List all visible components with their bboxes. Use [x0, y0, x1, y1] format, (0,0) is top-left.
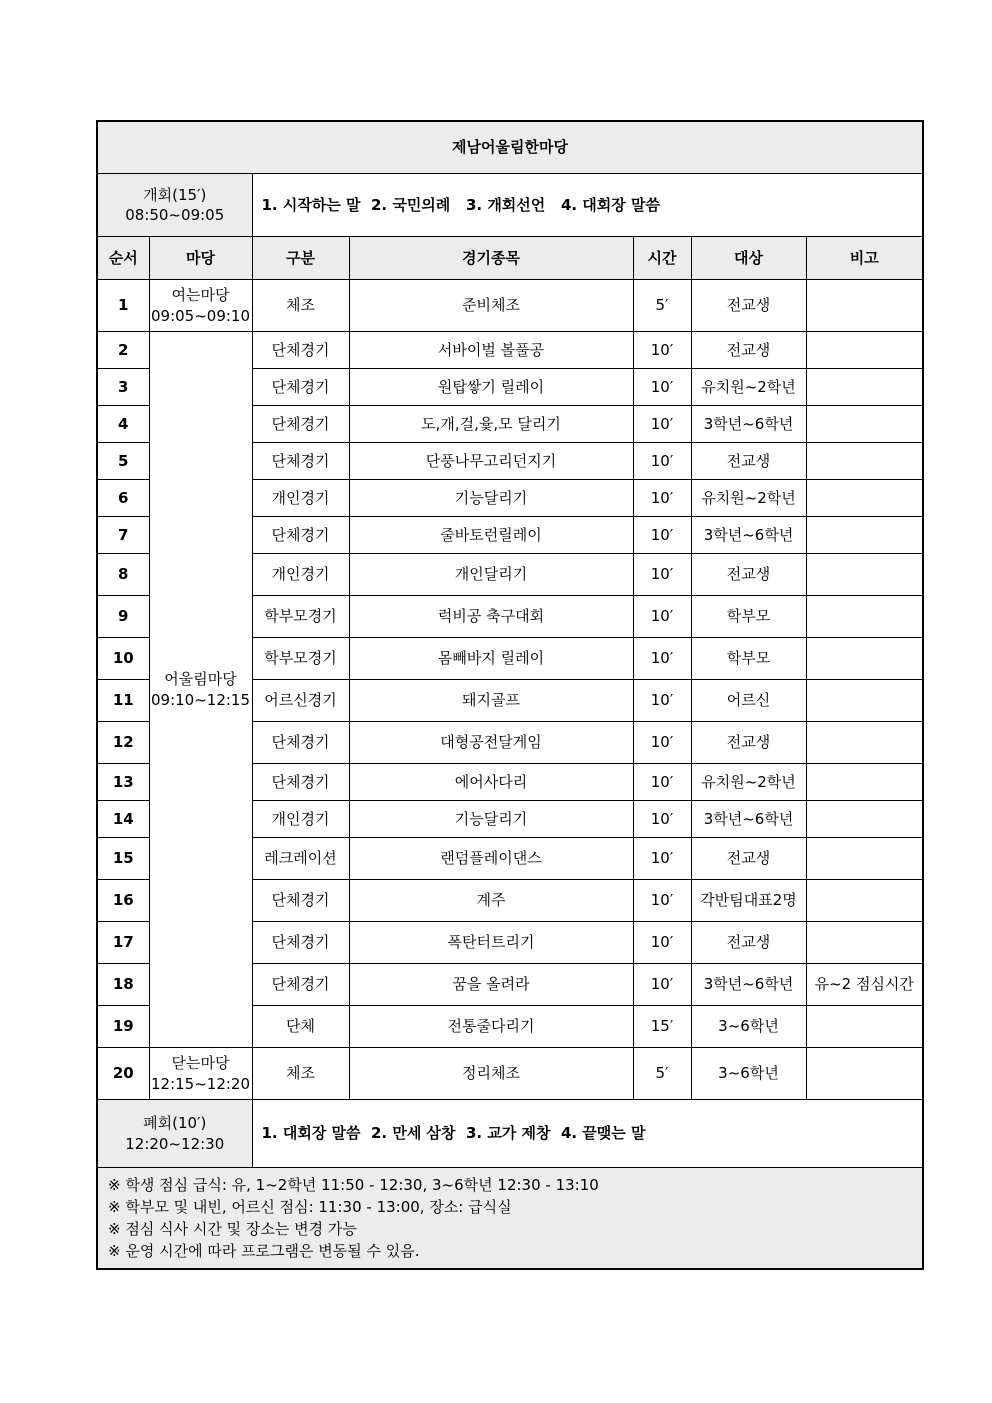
- row-note: [806, 443, 923, 480]
- row-number: 19: [97, 1006, 149, 1048]
- header-time: 시간: [633, 237, 691, 280]
- row-time: 10′: [633, 332, 691, 369]
- notes-row: [97, 1168, 923, 1270]
- row-number: 7: [97, 517, 149, 554]
- row-note: [806, 369, 923, 406]
- row-note: [806, 406, 923, 443]
- row-category: 단체경기: [252, 722, 349, 764]
- row-number: 14: [97, 801, 149, 838]
- row-number: 1: [97, 280, 149, 332]
- row-time: 10′: [633, 964, 691, 1006]
- row-target: 전교생: [691, 922, 806, 964]
- row-number: 3: [97, 369, 149, 406]
- row-event: 기능달리기: [349, 480, 633, 517]
- row-event: 폭탄터트리기: [349, 922, 633, 964]
- row-target: 전교생: [691, 443, 806, 480]
- row-category: 단체: [252, 1006, 349, 1048]
- row-time: 5′: [633, 280, 691, 332]
- opening-row: [97, 174, 923, 237]
- closing-time: 12:20~12:30: [125, 1134, 225, 1153]
- section-name: 여는마당: [171, 286, 230, 305]
- row-note: [806, 638, 923, 680]
- row-category: 단체경기: [252, 922, 349, 964]
- row-event: 럭비공 축구대회: [349, 596, 633, 638]
- row-number: 13: [97, 764, 149, 801]
- row-event: 계주: [349, 880, 633, 922]
- row-category: 단체경기: [252, 880, 349, 922]
- row-note: [806, 596, 923, 638]
- row-time: 10′: [633, 638, 691, 680]
- row-time: 10′: [633, 517, 691, 554]
- row-number: 18: [97, 964, 149, 1006]
- row-number: 2: [97, 332, 149, 369]
- row-number: 5: [97, 443, 149, 480]
- row-target: 유치원~2학년: [691, 480, 806, 517]
- row-event: 꿈을 올려라: [349, 964, 633, 1006]
- row-number: 4: [97, 406, 149, 443]
- row-target: 유치원~2학년: [691, 764, 806, 801]
- row-category: 단체경기: [252, 406, 349, 443]
- page-title: 제남어울림한마당: [97, 121, 923, 174]
- row-note: [806, 764, 923, 801]
- row-event: 준비체조: [349, 280, 633, 332]
- row-target: 전교생: [691, 722, 806, 764]
- header-event: 경기종목: [349, 237, 633, 280]
- row-event: 개인달리기: [349, 554, 633, 596]
- row-target: 각반팀대표2명: [691, 880, 806, 922]
- row-target: 3학년~6학년: [691, 517, 806, 554]
- row-note: [806, 680, 923, 722]
- row-event: 랜덤플레이댄스: [349, 838, 633, 880]
- section-time: 09:05~09:10: [150, 306, 251, 325]
- section-cell-main: [149, 332, 252, 1048]
- row-event: 정리체조: [349, 1048, 633, 1100]
- row-target: 어르신: [691, 680, 806, 722]
- section-name: 닫는마당: [171, 1054, 230, 1073]
- closing-program: 1. 대회장 말씀 2. 만세 삼창 3. 교가 제창 4. 끝맺는 말: [252, 1100, 923, 1168]
- row-category: 단체경기: [252, 764, 349, 801]
- row-category: 학부모경기: [252, 596, 349, 638]
- row-target: 3학년~6학년: [691, 801, 806, 838]
- row-time: 10′: [633, 801, 691, 838]
- header-note: 비고: [806, 237, 923, 280]
- row-time: 10′: [633, 880, 691, 922]
- closing-cell: [97, 1100, 252, 1168]
- row-note: [806, 480, 923, 517]
- row-event: 단풍나무고리던지기: [349, 443, 633, 480]
- header-row: [97, 237, 923, 280]
- row-event: 돼지골프: [349, 680, 633, 722]
- row-target: 3학년~6학년: [691, 964, 806, 1006]
- section-cell-close: [149, 1048, 252, 1100]
- row-number: 17: [97, 922, 149, 964]
- row-note: [806, 1006, 923, 1048]
- row-event: 기능달리기: [349, 801, 633, 838]
- row-time: 10′: [633, 480, 691, 517]
- row-number: 9: [97, 596, 149, 638]
- row-time: 15′: [633, 1006, 691, 1048]
- row-note: [806, 280, 923, 332]
- row-category: 학부모경기: [252, 638, 349, 680]
- row-event: 몸빼바지 릴레이: [349, 638, 633, 680]
- row-number: 11: [97, 680, 149, 722]
- table-row: [97, 1048, 923, 1100]
- row-note: [806, 922, 923, 964]
- section-time: 12:15~12:20: [150, 1074, 251, 1093]
- row-time: 10′: [633, 554, 691, 596]
- row-number: 12: [97, 722, 149, 764]
- row-category: 체조: [252, 280, 349, 332]
- note-line: ※ 학생 점심 급식: 유, 1~2학년 11:50 - 12:30, 3~6학년 12:30 - 13:10: [108, 1176, 599, 1194]
- row-category: 단체경기: [252, 369, 349, 406]
- row-target: 3학년~6학년: [691, 406, 806, 443]
- row-category: 단체경기: [252, 443, 349, 480]
- row-time: 10′: [633, 764, 691, 801]
- row-category: 단체경기: [252, 964, 349, 1006]
- row-number: 6: [97, 480, 149, 517]
- row-target: 유치원~2학년: [691, 369, 806, 406]
- header-no: 순서: [97, 237, 149, 280]
- row-target: 학부모: [691, 596, 806, 638]
- header-target: 대상: [691, 237, 806, 280]
- row-note: [806, 722, 923, 764]
- row-note: 유~2 점심시간: [806, 964, 923, 1006]
- opening-time: 08:50~09:05: [125, 206, 225, 224]
- row-number: 8: [97, 554, 149, 596]
- row-time: 5′: [633, 1048, 691, 1100]
- header-category: 구분: [252, 237, 349, 280]
- closing-label: 폐회(10′): [143, 1114, 207, 1133]
- notes-cell: [97, 1168, 923, 1270]
- row-note: [806, 880, 923, 922]
- row-note: [806, 554, 923, 596]
- row-time: 10′: [633, 369, 691, 406]
- row-category: 개인경기: [252, 801, 349, 838]
- row-time: 10′: [633, 922, 691, 964]
- row-event: 도,개,걸,윷,모 달리기: [349, 406, 633, 443]
- row-target: 전교생: [691, 280, 806, 332]
- row-category: 단체경기: [252, 332, 349, 369]
- row-number: 15: [97, 838, 149, 880]
- row-target: 학부모: [691, 638, 806, 680]
- row-event: 원탑쌓기 릴레이: [349, 369, 633, 406]
- row-target: 전교생: [691, 554, 806, 596]
- row-number: 20: [97, 1048, 149, 1100]
- row-number: 10: [97, 638, 149, 680]
- row-note: [806, 517, 923, 554]
- row-event: 줄바토런릴레이: [349, 517, 633, 554]
- row-target: 전교생: [691, 838, 806, 880]
- note-line: ※ 운영 시간에 따라 프로그램은 변동될 수 있음.: [108, 1242, 420, 1260]
- row-time: 10′: [633, 680, 691, 722]
- row-note: [806, 1048, 923, 1100]
- opening-program: 1. 시작하는 말 2. 국민의례 3. 개회선언 4. 대회장 말씀: [252, 174, 923, 237]
- row-note: [806, 801, 923, 838]
- row-target: 3~6학년: [691, 1048, 806, 1100]
- row-category: 레크레이션: [252, 838, 349, 880]
- row-category: 어르신경기: [252, 680, 349, 722]
- row-note: [806, 838, 923, 880]
- note-line: ※ 점심 식사 시간 및 장소는 변경 가능: [108, 1220, 357, 1238]
- row-time: 10′: [633, 838, 691, 880]
- row-event: 대형공전달게임: [349, 722, 633, 764]
- opening-cell: [97, 174, 252, 237]
- row-event: 에어사다리: [349, 764, 633, 801]
- row-category: 체조: [252, 1048, 349, 1100]
- row-time: 10′: [633, 722, 691, 764]
- row-number: 16: [97, 880, 149, 922]
- row-event: 서바이벌 볼풀공: [349, 332, 633, 369]
- table-row: [97, 280, 923, 332]
- row-time: 10′: [633, 443, 691, 480]
- row-target: 3~6학년: [691, 1006, 806, 1048]
- note-line: ※ 학부모 및 내빈, 어르신 점심: 11:30 - 13:00, 장소: 급식실: [108, 1198, 512, 1216]
- row-time: 10′: [633, 596, 691, 638]
- row-category: 개인경기: [252, 554, 349, 596]
- opening-label: 개회(15′): [143, 185, 207, 204]
- row-category: 개인경기: [252, 480, 349, 517]
- section-name: 어울림마당: [164, 670, 237, 689]
- row-time: 10′: [633, 406, 691, 443]
- header-section: 마당: [149, 237, 252, 280]
- table-row: [97, 332, 923, 369]
- closing-row: [97, 1100, 923, 1168]
- row-event: 전통줄다리기: [349, 1006, 633, 1048]
- schedule-table: [96, 120, 924, 1270]
- row-target: 전교생: [691, 332, 806, 369]
- section-cell-open: [149, 280, 252, 332]
- row-note: [806, 332, 923, 369]
- section-time: 09:10~12:15: [150, 690, 251, 709]
- row-category: 단체경기: [252, 517, 349, 554]
